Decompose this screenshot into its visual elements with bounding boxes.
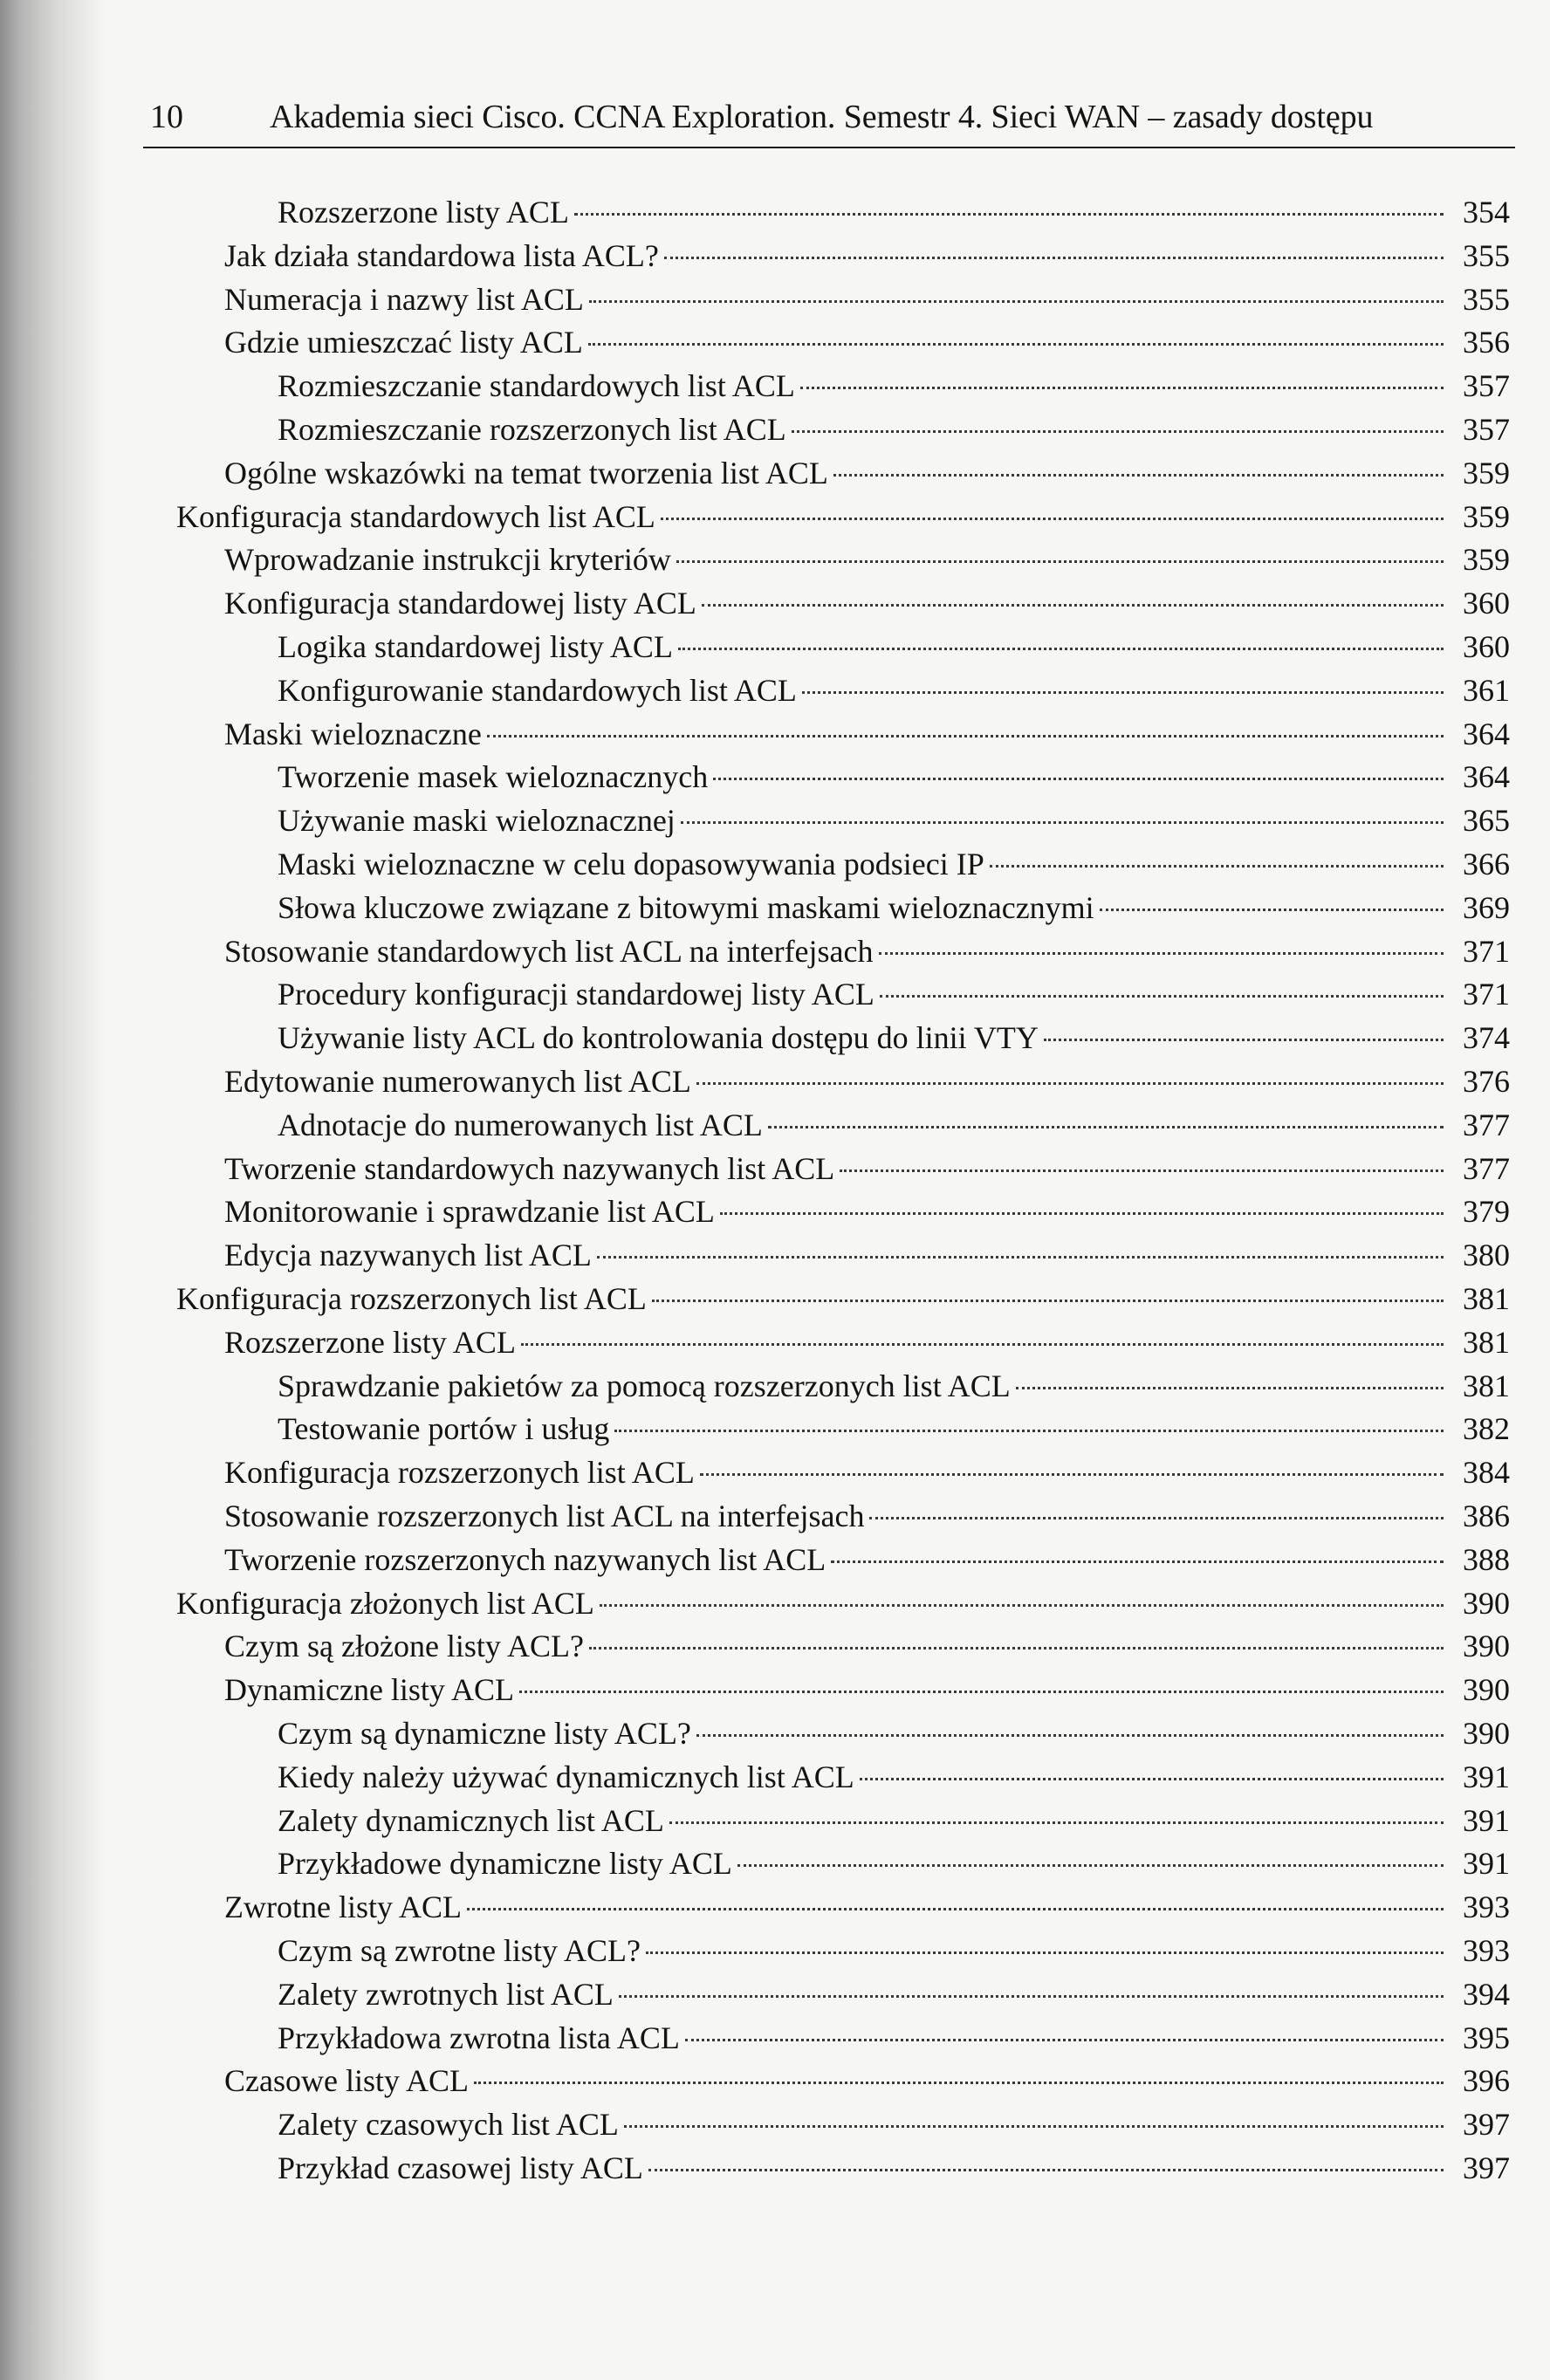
dot-leader (600, 1604, 1444, 1607)
dot-leader (860, 1778, 1444, 1780)
toc-entry (278, 2146, 1510, 2190)
dot-leader (652, 1300, 1444, 1302)
toc-entry (224, 234, 1510, 278)
dot-leader (614, 1430, 1444, 1432)
toc-entry-title: Przykładowa zwrotna lista ACL (278, 2020, 680, 2055)
toc-entry-page: 377 (1463, 1107, 1510, 1142)
dot-leader (696, 1734, 1444, 1737)
toc-entry-title: Maski wieloznaczne (224, 716, 482, 751)
toc-entry-title: Używanie maski wieloznacznej (278, 803, 676, 839)
dot-leader (869, 1517, 1444, 1519)
toc-entry-title: Stosowanie standardowych list ACL na interfejsach (224, 933, 874, 969)
toc-entry-title: Zalety zwrotnych list ACL (278, 1976, 614, 2012)
toc-entry-title: Zwrotne listy ACL (224, 1890, 462, 1925)
toc-entry-title: Edycja nazywanych list ACL (224, 1238, 592, 1273)
toc-entry (278, 842, 1510, 886)
dot-leader (702, 604, 1444, 607)
toc-entry-page: 374 (1463, 1020, 1510, 1056)
toc-entry (278, 1842, 1510, 1885)
toc-entry (278, 1929, 1510, 1972)
toc-entry (278, 886, 1510, 929)
toc-entry (224, 538, 1510, 581)
toc-entry-page: 388 (1463, 1541, 1510, 1577)
toc-entry-title: Rozmieszczanie standardowych list ACL (278, 368, 795, 404)
toc-entry-page: 359 (1463, 498, 1510, 534)
toc-entry-title: Konfigurowanie standardowych list ACL (278, 672, 797, 708)
toc-entry (176, 1277, 1510, 1320)
toc-entry-title: Maski wieloznaczne w celu dopasowywania podsieci IP (278, 847, 984, 881)
toc-entry (224, 1624, 1510, 1668)
toc-entry (278, 1755, 1510, 1799)
toc-entry-page: 390 (1463, 1629, 1510, 1664)
dot-leader (661, 518, 1444, 520)
toc-entry (278, 799, 1510, 842)
toc-entry-page: 377 (1463, 1150, 1510, 1186)
dot-leader (800, 387, 1444, 389)
toc-entry (278, 972, 1510, 1016)
dot-leader (833, 474, 1444, 477)
dot-leader (519, 1691, 1444, 1693)
toc-entry (278, 755, 1510, 799)
dot-leader (990, 865, 1444, 868)
toc-entry-page: 381 (1463, 1281, 1510, 1316)
toc-entry-page: 361 (1463, 672, 1510, 708)
toc-entry-title: Słowa kluczowe związane z bitowymi maskami wieloznacznymi (278, 889, 1094, 925)
dot-leader (1100, 909, 1444, 911)
toc-entry-page: 371 (1463, 933, 1510, 969)
toc-entry-page: 397 (1463, 2107, 1510, 2143)
toc-entry-page: 397 (1463, 2150, 1510, 2185)
page-header (143, 94, 1515, 148)
toc-entry (278, 1364, 1510, 1408)
toc-entry-page: 394 (1463, 1976, 1510, 2012)
toc-entry-title: Przykładowe dynamiczne listy ACL (278, 1846, 732, 1882)
toc-entry (278, 1407, 1510, 1451)
toc-entry-title: Testowanie portów i usług (278, 1411, 610, 1447)
toc-entry-title: Konfiguracja rozszerzonych list ACL (224, 1455, 695, 1491)
dot-leader (648, 2169, 1444, 2171)
toc-entry-page: 365 (1463, 803, 1510, 839)
dot-leader (588, 343, 1444, 346)
toc-entry-page: 360 (1463, 629, 1510, 664)
toc-entry (224, 1885, 1510, 1929)
toc-entry-title: Czym są złożone listy ACL? (224, 1629, 584, 1664)
dot-leader (669, 1821, 1444, 1824)
toc-entry-page: 380 (1463, 1238, 1510, 1273)
toc-entry-title: Kiedy należy używać dynamicznych list ACL (278, 1759, 854, 1794)
toc-entry (224, 1494, 1510, 1538)
toc-entry-page: 393 (1463, 1890, 1510, 1925)
dot-leader (678, 648, 1444, 650)
toc-entry (278, 1711, 1510, 1755)
dot-leader (1016, 1387, 1444, 1389)
dot-leader (831, 1560, 1444, 1563)
toc-entry-title: Stosowanie rozszerzonych list ACL na interfejsach (224, 1499, 865, 1533)
toc-entry-title: Czym są dynamiczne listy ACL? (278, 1716, 691, 1751)
toc-entry-title: Zalety czasowych list ACL (278, 2107, 619, 2143)
toc-entry (224, 1190, 1510, 1233)
toc-entry (176, 1581, 1510, 1625)
toc-entry (224, 1320, 1510, 1364)
toc-entry (224, 1538, 1510, 1581)
dot-leader (676, 560, 1444, 563)
toc-entry (278, 1799, 1510, 1842)
toc-entry-title: Używanie listy ACL do kontrolowania dostępu do linii VTY (278, 1020, 1039, 1056)
toc-entry-page: 355 (1463, 281, 1510, 317)
toc-entry-page: 391 (1463, 1759, 1510, 1794)
dot-leader (696, 1082, 1444, 1085)
toc-entry (224, 451, 1510, 495)
toc-entry (224, 929, 1510, 973)
toc-entry-title: Rozmieszczanie rozszerzonych list ACL (278, 412, 786, 447)
toc-entry-page: 396 (1463, 2063, 1510, 2099)
dot-leader (879, 952, 1444, 955)
toc-entry-title: Tworzenie masek wieloznacznych (278, 759, 709, 795)
toc-entry-title: Rozszerzone listy ACL (278, 195, 569, 230)
toc-entry-page: 395 (1463, 2020, 1510, 2055)
page-number: 10 (150, 99, 183, 135)
toc-entry-page: 364 (1463, 759, 1510, 795)
toc-entry-title: Konfiguracja standardowych list ACL (176, 498, 655, 534)
toc-entry (224, 1147, 1510, 1190)
toc-entry (278, 2102, 1510, 2146)
dot-leader (619, 1995, 1444, 1998)
toc-entry (224, 1233, 1510, 1277)
toc-entry-title: Konfiguracja złożonych list ACL (176, 1585, 594, 1621)
toc-entry-title: Zalety dynamicznych list ACL (278, 1802, 664, 1838)
toc-entry (224, 2059, 1510, 2102)
toc-entry-page: 386 (1463, 1499, 1510, 1533)
toc-entry (176, 495, 1510, 538)
toc-entry (278, 2016, 1510, 2060)
toc-entry-title: Konfiguracja rozszerzonych list ACL (176, 1281, 647, 1316)
toc-entry-title: Tworzenie rozszerzonych nazywanych list ACL (224, 1541, 826, 1577)
toc-entry-page: 391 (1463, 1846, 1510, 1882)
toc-entry-page: 366 (1463, 847, 1510, 881)
toc-entry-title: Czym są zwrotne listy ACL? (278, 1933, 641, 1968)
toc-entry-title: Tworzenie standardowych nazywanych list ACL (224, 1150, 835, 1186)
toc-entry-title: Konfiguracja standardowej listy ACL (224, 586, 696, 621)
toc-entry-page: 381 (1463, 1368, 1510, 1403)
dot-leader (574, 213, 1444, 216)
toc-entry-page: 381 (1463, 1324, 1510, 1360)
toc-entry-page: 357 (1463, 368, 1510, 404)
toc-entry-page: 357 (1463, 412, 1510, 447)
toc-entry-page: 364 (1463, 716, 1510, 751)
toc-entry-page: 390 (1463, 1716, 1510, 1751)
toc-entry (278, 364, 1510, 408)
toc-entry-title: Wprowadzanie instrukcji kryteriów (224, 542, 671, 578)
dot-leader (474, 2082, 1444, 2084)
toc-entry (278, 190, 1510, 234)
dot-leader (1044, 1039, 1444, 1041)
toc-entry-title: Numeracja i nazwy list ACL (224, 281, 584, 317)
toc-entry (224, 1060, 1510, 1103)
dot-leader (664, 257, 1444, 259)
dot-leader (589, 1647, 1444, 1650)
toc-entry-page: 356 (1463, 325, 1510, 360)
dot-leader (802, 691, 1444, 694)
dot-leader (700, 1473, 1444, 1476)
dot-leader (880, 995, 1444, 998)
dot-leader (487, 735, 1444, 737)
dot-leader (597, 1256, 1444, 1259)
toc-entry (278, 1016, 1510, 1060)
dot-leader (737, 1864, 1444, 1867)
toc-entry-page: 393 (1463, 1933, 1510, 1968)
dot-leader (624, 2125, 1444, 2128)
toc-entry-title: Czasowe listy ACL (224, 2063, 469, 2099)
dot-leader (681, 821, 1444, 824)
toc-entry-page: 390 (1463, 1672, 1510, 1708)
toc-entry-page: 390 (1463, 1585, 1510, 1621)
toc-entry-page: 376 (1463, 1064, 1510, 1099)
toc-entry-page: 379 (1463, 1194, 1510, 1230)
toc-entry-page: 382 (1463, 1411, 1510, 1447)
toc-entry-title: Ogólne wskazówki na temat tworzenia list ACL (224, 455, 828, 490)
dot-leader (720, 1212, 1444, 1215)
dot-leader (768, 1126, 1444, 1128)
dot-leader (646, 1951, 1444, 1954)
dot-leader (792, 430, 1444, 433)
toc-entry (224, 320, 1510, 364)
toc-entry-page: 369 (1463, 889, 1510, 925)
toc-entry-title: Adnotacje do numerowanych list ACL (278, 1107, 763, 1142)
dot-leader (840, 1169, 1444, 1172)
dot-leader (467, 1908, 1444, 1910)
toc-entry (224, 1451, 1510, 1494)
toc-entry-page: 355 (1463, 237, 1510, 273)
dot-leader (589, 300, 1444, 303)
toc-entry-title: Rozszerzone listy ACL (224, 1324, 516, 1360)
toc-entry-title: Monitorowanie i sprawdzanie list ACL (224, 1194, 715, 1230)
toc-entry (224, 1668, 1510, 1711)
toc-entry-page: 371 (1463, 977, 1510, 1012)
toc-entry-title: Jak działa standardowa lista ACL? (224, 237, 659, 273)
toc-entry-page: 391 (1463, 1802, 1510, 1838)
toc-entry (278, 1972, 1510, 2016)
toc-entry-page: 359 (1463, 542, 1510, 578)
toc-entry-title: Przykład czasowej listy ACL (278, 2150, 643, 2185)
dot-leader (521, 1343, 1444, 1346)
toc-entry (278, 625, 1510, 669)
toc-entry-title: Logika standardowej listy ACL (278, 629, 673, 664)
toc-entry-page: 354 (1463, 195, 1510, 230)
toc-entry-title: Sprawdzanie pakietów za pomocą rozszerzonych list ACL (278, 1368, 1011, 1403)
toc-entry-page: 360 (1463, 586, 1510, 621)
toc-entry-page: 384 (1463, 1455, 1510, 1491)
scan-edge-shadow (0, 0, 105, 2380)
toc-entry-title: Procedury konfiguracji standardowej listy ACL (278, 977, 874, 1012)
running-title: Akademia sieci Cisco. CCNA Exploration. Semestr 4. Sieci WAN – zasady dostępu (270, 99, 1374, 135)
toc-entry (224, 581, 1510, 625)
toc-entry (224, 712, 1510, 756)
toc-entry (278, 669, 1510, 712)
toc-entry (224, 278, 1510, 321)
toc-entry (278, 408, 1510, 451)
toc-entry-page: 359 (1463, 455, 1510, 490)
dot-leader (685, 2039, 1444, 2041)
toc-entry (278, 1103, 1510, 1147)
toc-entry-title: Edytowanie numerowanych list ACL (224, 1064, 691, 1099)
toc-entry-title: Dynamiczne listy ACL (224, 1672, 514, 1708)
toc-entry-title: Gdzie umieszczać listy ACL (224, 325, 583, 360)
dot-leader (713, 778, 1444, 780)
